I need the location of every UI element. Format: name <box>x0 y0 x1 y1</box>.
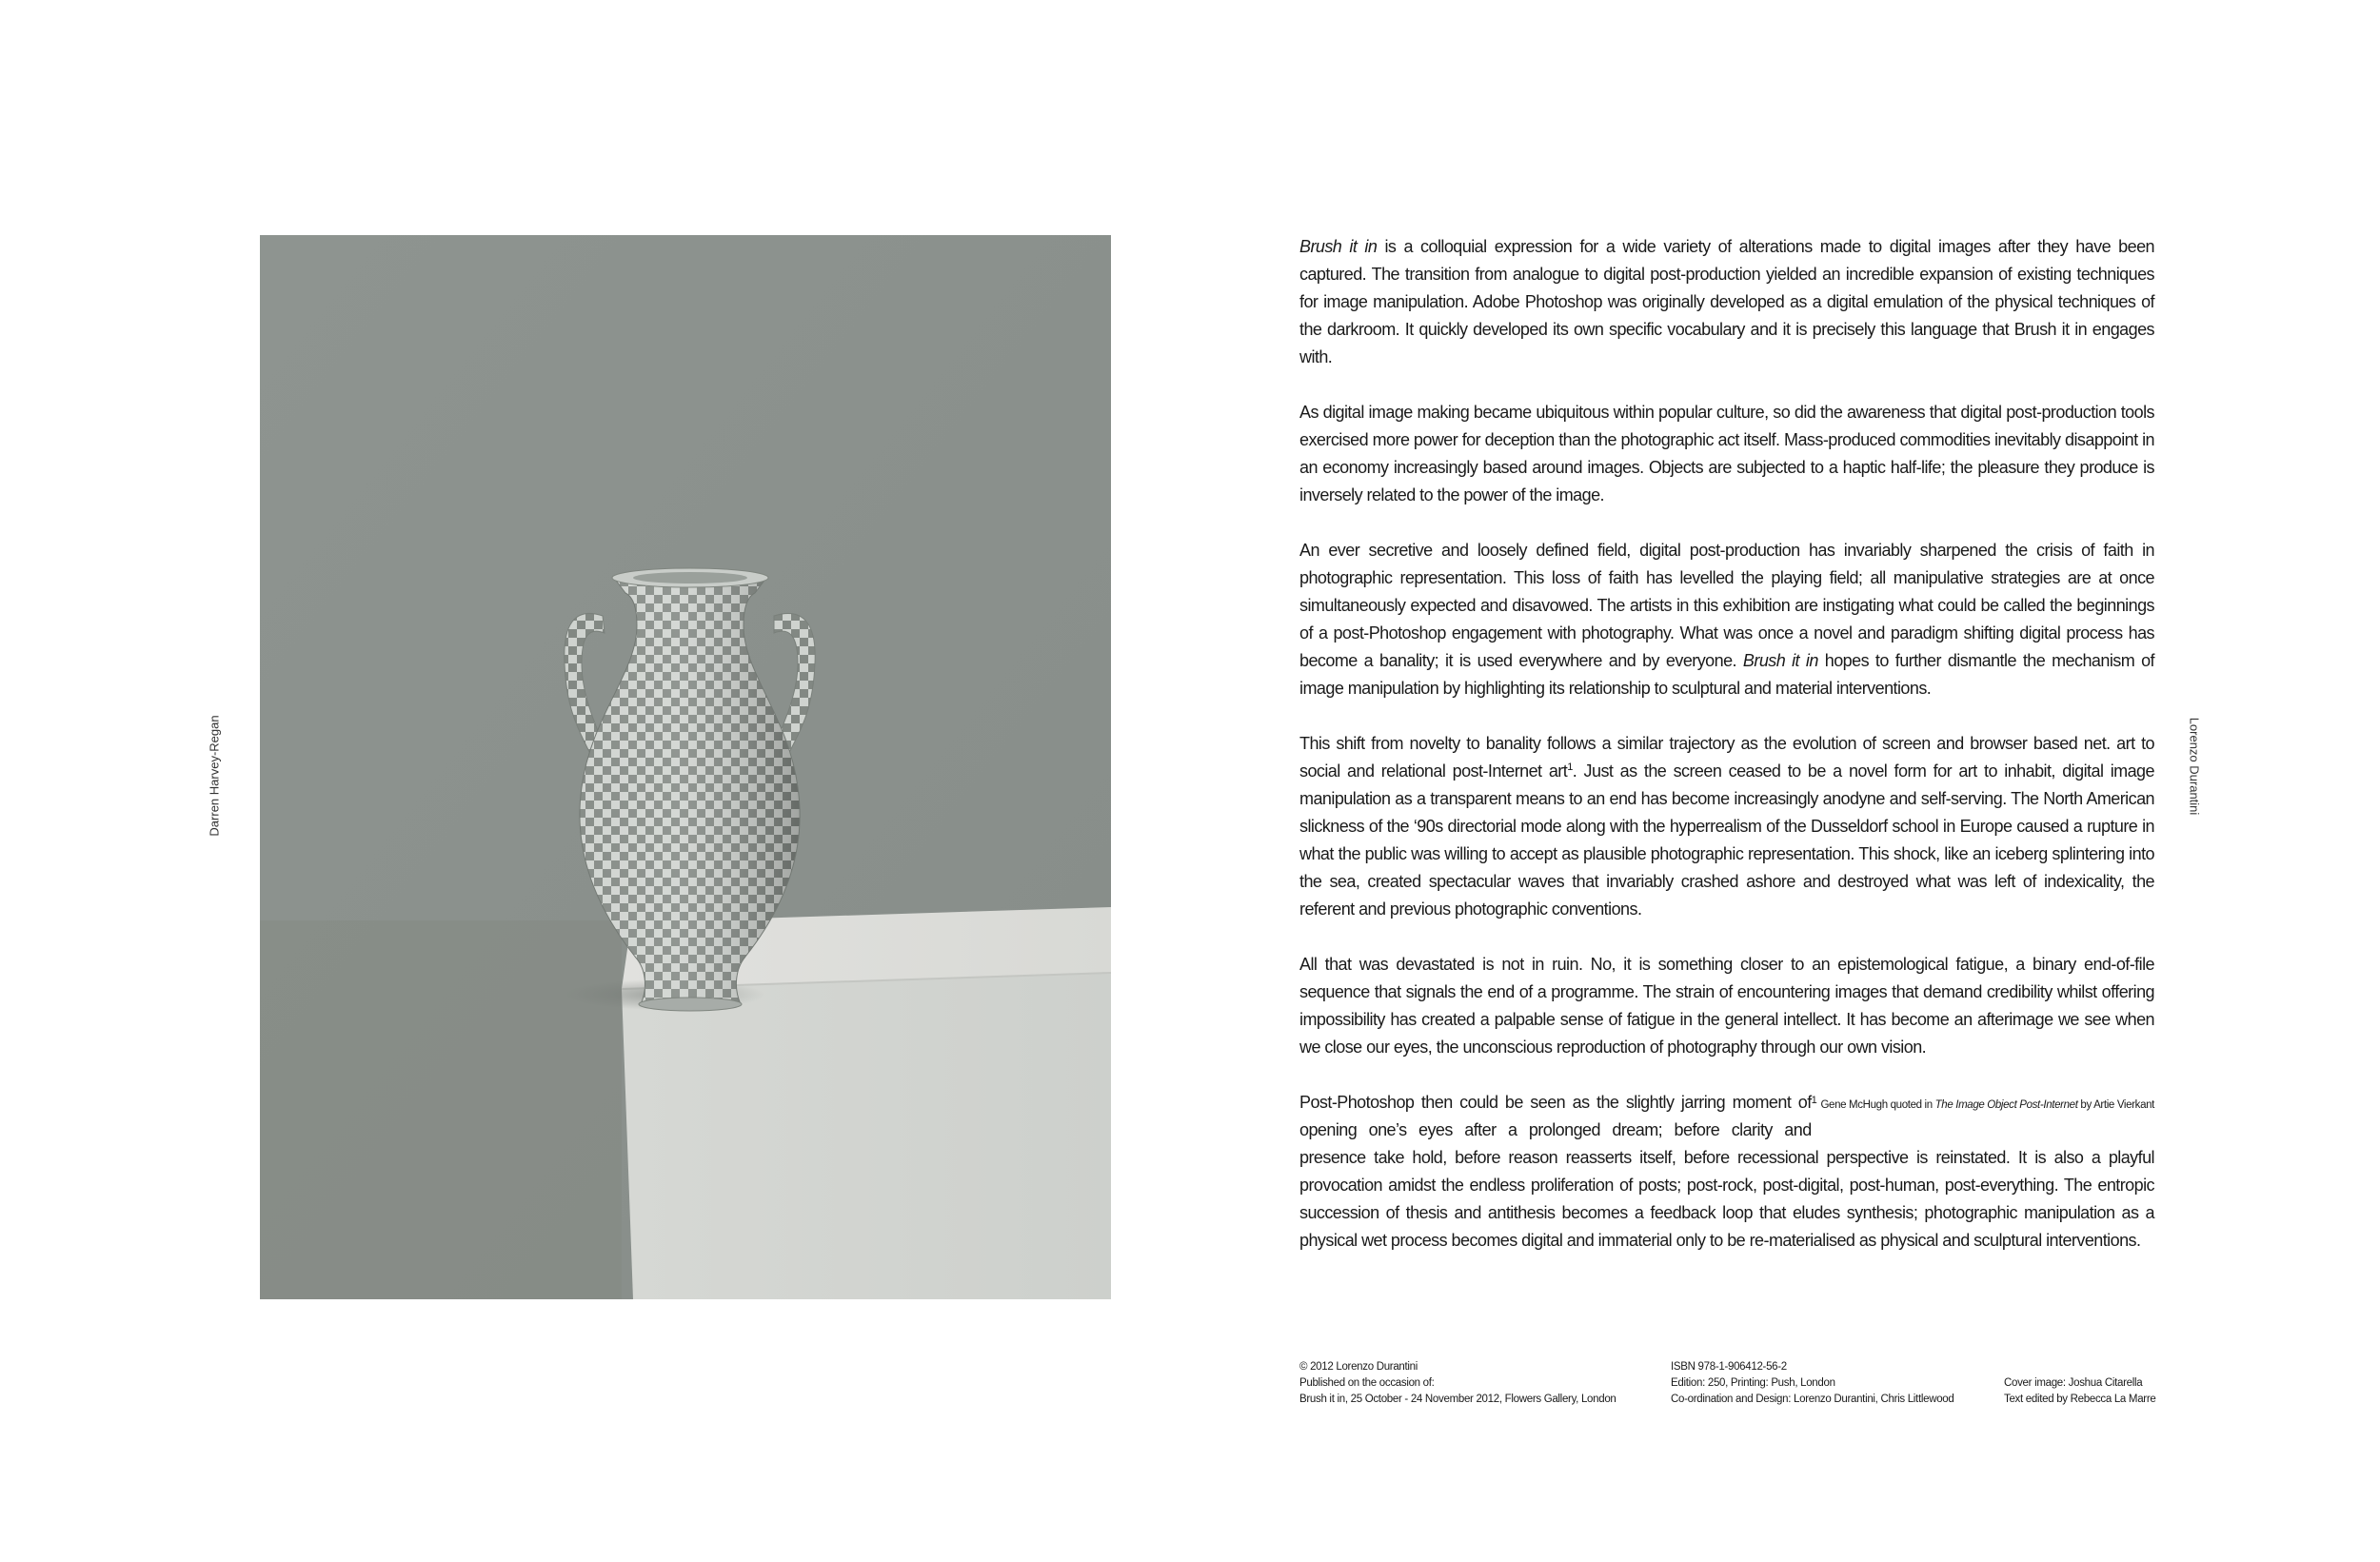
colophon-column-credits <box>2004 1375 2155 1408</box>
plinth-front <box>622 973 1111 1299</box>
colophon-line: Edition: 250, Printing: Push, London <box>1671 1377 1835 1389</box>
footnote-text: by Artie Vierkant <box>2077 1099 2154 1111</box>
footnote-mark: 1 <box>1811 1095 1817 1107</box>
vase-photograph <box>260 235 1111 1299</box>
paragraph-text: This shift from novelty to banality follows a similar trajectory as the evolution of screen and browser based net. art to social and relational post-Internet art <box>1299 734 2154 781</box>
essay-paragraph: All that was devastated is not in ruin. No, it is something closer to an epistemological fatigue, a binary end-of-file sequence that signals the end of a programme. The strain of encountering images that demand credibility whilst offering impossibility has created a palpable sense of fatigue in the general intellect. It has become an afterimage we see when we close our eyes, the unconscious reproduction of photography through our own vision. <box>1299 955 2154 1057</box>
author-name-vertical: Lorenzo Durantini <box>2187 717 2202 816</box>
colophon-column-edition <box>1671 1359 1954 1408</box>
essay-paragraph <box>1299 537 2154 702</box>
paragraph-text: hopes to further dismantle the mechanism of image manipulation by highlighting its relationship to sculptural and material interventions. <box>1299 651 2154 698</box>
artist-name-vertical: Darren Harvey-Regan <box>207 715 222 837</box>
footnote-reference: 1 <box>1567 761 1573 773</box>
colophon-line: Co-ordination and Design: Lorenzo Durantini, Chris Littlewood <box>1671 1394 1954 1405</box>
colophon-line: ISBN 978-1-906412-56-2 <box>1671 1361 1787 1373</box>
colophon-line: © 2012 Lorenzo Durantini <box>1299 1361 1418 1373</box>
italic-title: Brush it in <box>1299 237 1378 256</box>
colophon-line: Published on the occasion of: <box>1299 1377 1435 1389</box>
colophon-line: Text edited by Rebecca La Marre <box>2004 1394 2156 1405</box>
colophon-column-publication <box>1299 1359 1616 1408</box>
paragraph-text: is a colloquial expression for a wide variety of alterations made to digital images after they have been captured. The transition from analogue to digital post-production yielded an incredible expansion of existing techniques for image manipulation. Adobe Photoshop was originally developed as a digital emulation of the physical techniques of the darkroom. It quickly developed its own specific vocabulary and it is precisely this language that Brush it in engages with. <box>1299 237 2155 366</box>
essay-paragraph: As digital image making became ubiquitous within popular culture, so did the awareness that digital post-production tools exercised more power for deception than the photographic act itself. Mass-produced commodities inevitably disappoint in an economy increasingly based around images. Objects are subjected to a haptic half-life; the pleasure they produce is inversely related to the power of the image. <box>1299 403 2154 504</box>
vase-foot <box>639 998 742 1011</box>
paragraph-text: An ever secretive and loosely defined field, digital post-production has invariably sharpened the crisis of faith in photographic representation. This loss of faith has levelled the playing field; all manipulative strategies are at once simultaneously expected and disavowed. The artists in this exhibition are instigating what could be called the beginnings of a post-Photoshop engagement with photography. What was once a novel and paradigm shifting digital process has become a banality; it is used everywhere and by everyone. <box>1299 541 2154 670</box>
colophon-line: Cover image: Joshua Citarella <box>2004 1377 2143 1389</box>
wall-shadow <box>260 920 622 1299</box>
paragraph-text: Post-Photoshop then could be seen as the slightly jarring moment of opening one’s eyes after a prolonged dream; before clarity and presence take hold, before reason reasserts itself, before recessional perspective is reinstated. It is also a playful provocation amidst the endless proliferation of posts; post-rock, post-digital, post-human, post-everything. The entropic succession of thesis and antithesis becomes a feedback loop that eludes synthesis; photographic manipulation as a physical wet process becomes digital and immaterial only to be re-materialised as physical and sculptural interventions. <box>1299 1093 2154 1250</box>
colophon-line: Brush it in, 25 October - 24 November 2012, Flowers Gallery, London <box>1299 1394 1616 1405</box>
footnote-text: Gene McHugh quoted in <box>1820 1099 1935 1111</box>
paragraph-text: . Just as the screen ceased to be a novel form for art to inhabit, digital image manipulation as a transparent means to an end has become increasingly anodyne and self-serving. The North American slickness of the ‘90s directorial mode along with the hyperrealism of the Dusseldorf school in Europe caused a rupture in what the public was willing to accept as plausible photographic representation. This shock, like an iceberg splintering into the sea, created spectacular waves that invariably crashed ashore and destroyed what was left of indexicality, the referent and previous photographic conventions. <box>1299 761 2154 919</box>
footnote <box>1812 1092 2154 1119</box>
footnote-italic-title: The Image Object Post-Internet <box>1934 1099 2078 1111</box>
essay-paragraph <box>1299 1089 2154 1255</box>
essay-text <box>1299 233 2154 1255</box>
essay-paragraph <box>1299 730 2154 923</box>
italic-title: Brush it in <box>1742 651 1818 670</box>
essay-paragraph <box>1299 233 2154 371</box>
